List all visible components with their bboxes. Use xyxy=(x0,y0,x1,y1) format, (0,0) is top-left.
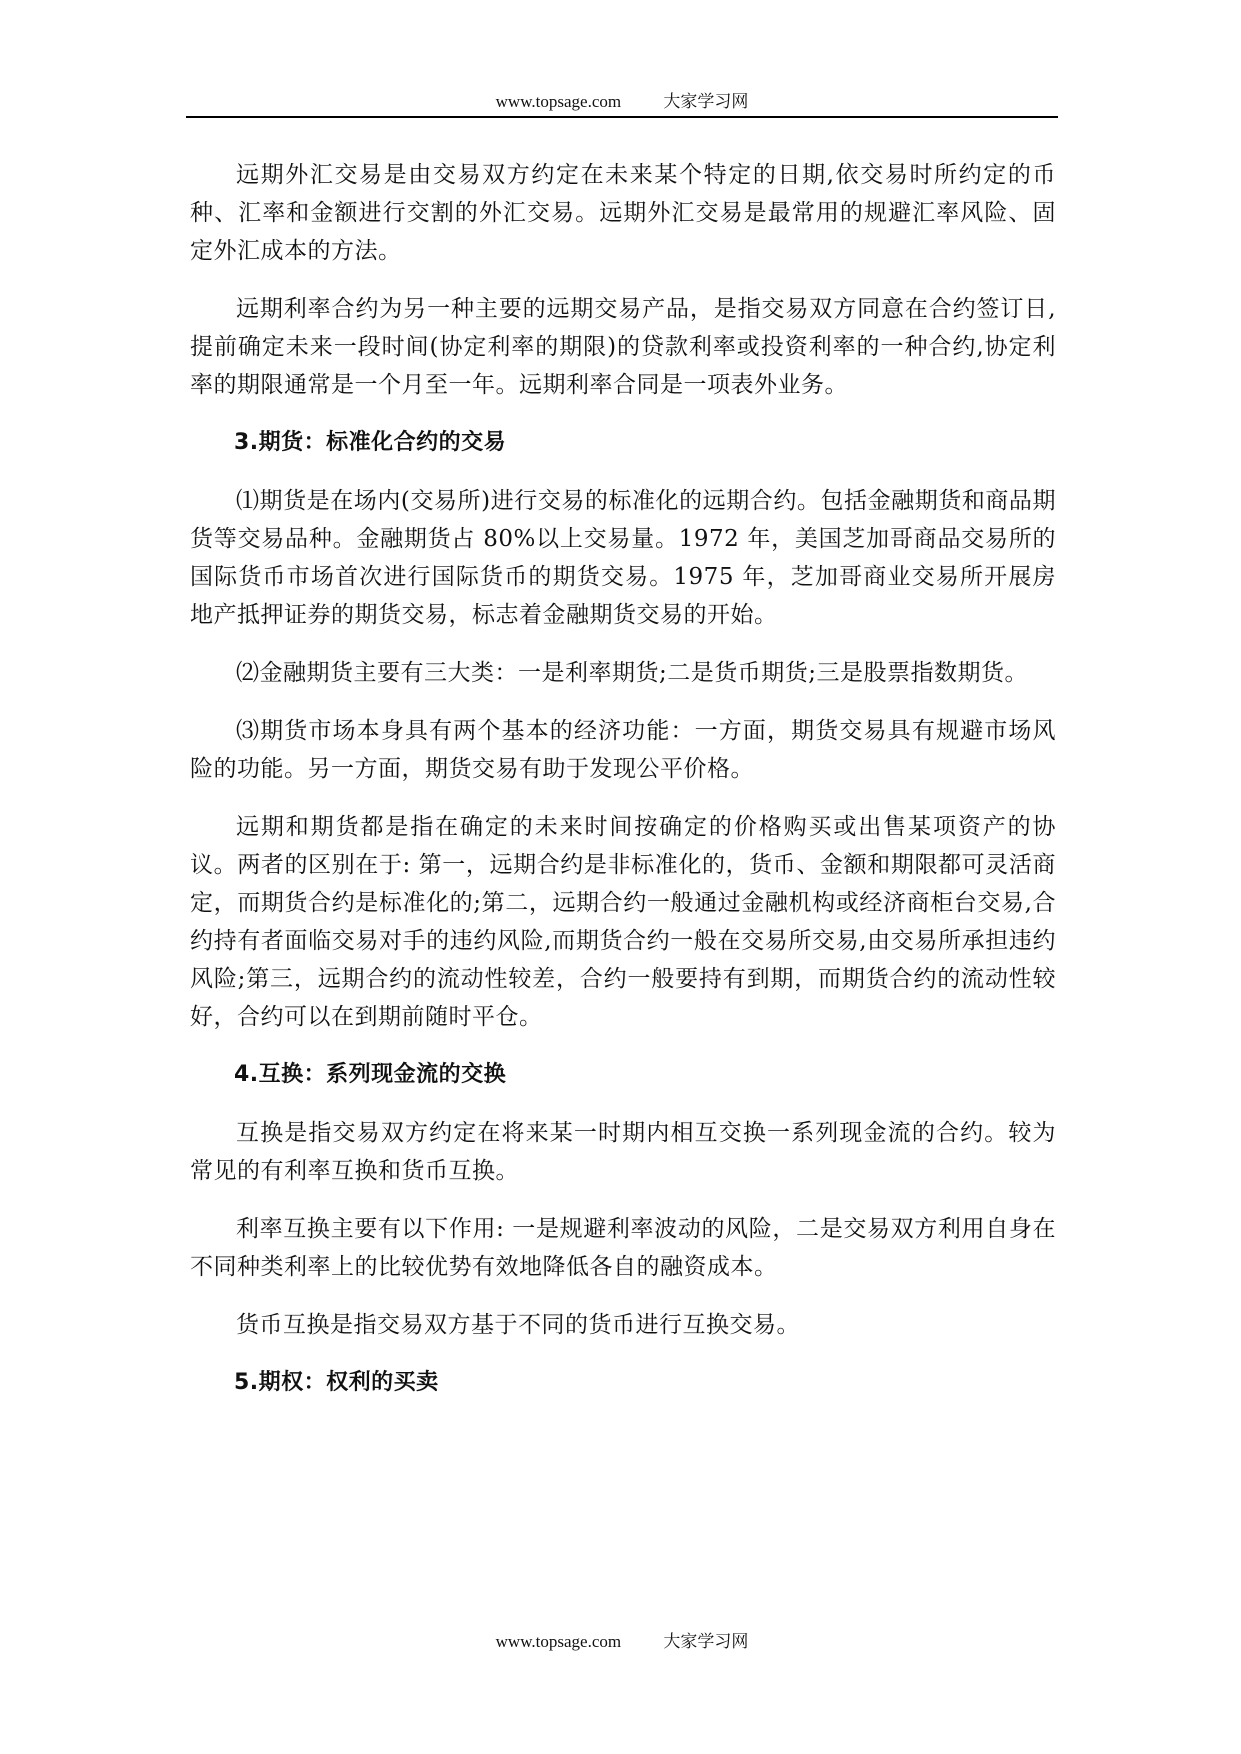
page-footer xyxy=(186,1628,1058,1656)
paragraph-currency-swap: 货币互换是指交易双方基于不同的货币进行互换交易。 xyxy=(236,1312,800,1338)
document-body xyxy=(190,156,1056,1422)
footer-site-name: 大家学习网 xyxy=(663,1632,749,1651)
header-rule xyxy=(186,116,1058,118)
paragraph-forward-rate: 远期利率合约为另一种主要的远期交易产品，是指交易双方同意在合约签订日,提前确定未来一段时间(协定利率的期限)的贷款利率或投资利率的一种合约,协定利率的期限通常是一个月至一年。远期利率合同是一项表外业务。 xyxy=(190,296,1056,398)
paragraph-interest-rate-swap: 利率互换主要有以下作用: 一是规避利率波动的风险，二是交易双方利用自身在不同种类利率上的比较优势有效地降低各自的融资成本。 xyxy=(190,1216,1056,1280)
section-heading-options: 5.期权：权利的买卖 xyxy=(234,1370,439,1395)
section-heading-futures: 3.期货：标准化合约的交易 xyxy=(234,430,507,455)
paragraph-swaps: 互换是指交易双方约定在将来某一时期内相互交换一系列现金流的合约。较为常见的有利率互换和货币互换。 xyxy=(190,1120,1056,1184)
paragraph-futures-2: ⑵金融期货主要有三大类：一是利率期货;二是货币期货;三是股票指数期货。 xyxy=(236,660,1028,686)
header-url: www.topsage.com xyxy=(495,92,622,111)
paragraph-futures-3: ⑶期货市场本身具有两个基本的经济功能：一方面，期货交易具有规避市场风险的功能。另一方面，期货交易有助于发现公平价格。 xyxy=(190,718,1056,782)
paragraph-futures-1: ⑴期货是在场内(交易所)进行交易的标准化的远期合约。包括金融期货和商品期货等交易品种。金融期货占 80%以上交易量。1972 年，美国芝加哥商品交易所的国际货币市场首次进行国际货币的期货交易。1975 年，芝加哥商业交易所开展房地产抵押证券的期货交易，标志着金融期货交易的开始。 xyxy=(190,488,1056,628)
footer-url: www.topsage.com xyxy=(495,1632,622,1651)
paragraph-forward-fx: 远期外汇交易是由交易双方约定在未来某个特定的日期,依交易时所约定的币种、汇率和金额进行交割的外汇交易。远期外汇交易是最常用的规避汇率风险、固定外汇成本的方法。 xyxy=(190,162,1056,264)
section-heading-swaps: 4.互换：系列现金流的交换 xyxy=(234,1062,507,1087)
page-header xyxy=(186,88,1058,116)
paragraph-forward-vs-futures: 远期和期货都是指在确定的未来时间按确定的价格购买或出售某项资产的协议。两者的区别在于: 第一，远期合约是非标准化的，货币、金额和期限都可灵活商定，而期货合约是标准化的;第二，远期合约一般通过金融机构或经济商柜台交易,合约持有者面临交易对手的违约风险,而期货合约一般在交易所交易,由交易所承担违约风险;第三，远期合约的流动性较差，合约一般要持有到期，而期货合约的流动性较好，合约可以在到期前随时平仓。 xyxy=(190,814,1056,1030)
header-site-name: 大家学习网 xyxy=(663,92,749,111)
